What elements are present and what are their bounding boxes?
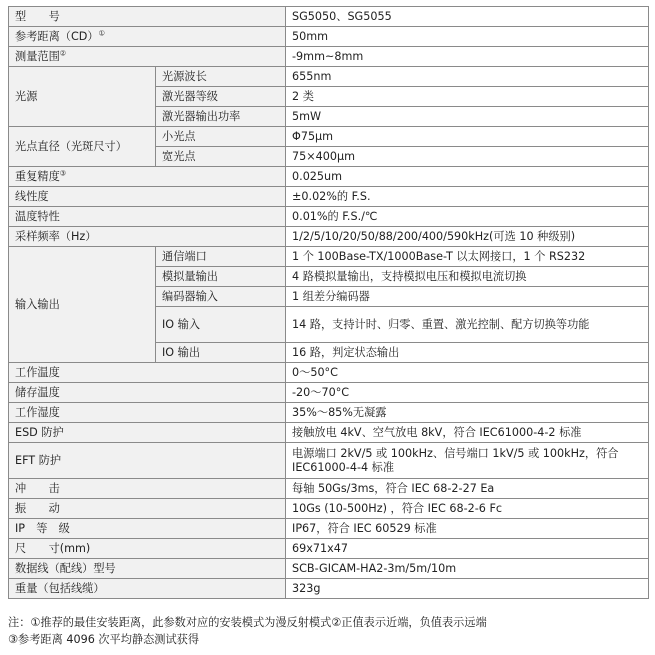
row-value-model: SG5050、SG5055 [286,7,649,27]
row-label-cable: 数据线（配线）型号 [9,559,286,579]
row-label-linearity: 线性度 [9,187,286,207]
sub-label: 编码器输入 [156,287,286,307]
sub-label: IO 输出 [156,343,286,363]
row-value-repeat: 0.025um [286,167,649,187]
row-value-shock: 每轴 50Gs/3ms，符合 IEC 68-2-27 Ea [286,479,649,499]
row-value-vibration: 10Gs (10-500Hz) ，符合 IEC 68-2-6 Fc [286,499,649,519]
sub-value: 2 类 [286,87,649,107]
table-row [9,423,649,443]
row-value-weight: 323g [286,579,649,599]
table-row [9,479,649,499]
row-label-work-temp: 工作温度 [9,363,286,383]
row-value-temp-char: 0.01%的 F.S./℃ [286,207,649,227]
table-row [9,7,649,27]
sub-label: 光源波长 [156,67,286,87]
sub-label: 通信端口 [156,247,286,267]
table-row [9,579,649,599]
label-text: 测量范围 [15,49,60,63]
label-text: 重复精度 [15,169,60,183]
sub-value: 1 个 100Base-TX/1000Base-T 以太网接口，1 个 RS232 [286,247,649,267]
footnotes [8,614,648,648]
row-value-linearity: ±0.02%的 F.S. [286,187,649,207]
row-label-shock: 冲 击 [9,479,286,499]
table-row [9,67,649,87]
row-label-store-temp: 储存温度 [9,383,286,403]
row-label-sampling: 采样频率（Hz） [9,227,286,247]
table-row [9,559,649,579]
table-row [9,383,649,403]
spec-table [8,6,649,599]
table-row [9,127,649,147]
table-row [9,443,649,479]
footnote-mark: ② [59,48,67,57]
footnote-line-2: ③参考距离 4096 次平均静态测试获得 [8,633,200,646]
row-label-cd [9,27,286,47]
sub-value: Φ75μm [286,127,649,147]
row-label-range [9,47,286,67]
sub-value: 4 路模拟量输出，支持模拟电压和模拟电流切换 [286,267,649,287]
sub-label: 宽光点 [156,147,286,167]
sub-value: 5mW [286,107,649,127]
row-value-sampling: 1/2/5/10/20/50/88/200/400/590kHz(可选 10 种级别) [286,227,649,247]
row-value-humidity: 35%～85%无凝露 [286,403,649,423]
row-value-range: -9mm~8mm [286,47,649,67]
row-label-esd: ESD 防护 [9,423,286,443]
footnote-mark: ① [98,28,105,37]
row-label-model: 型 号 [9,7,286,27]
row-value-eft: 电源端口 2kV/5 或 100kHz、信号端口 1kV/5 或 100kHz，符合 IEC61000-4-4 标准 [286,443,649,479]
row-label-size: 尺 寸(mm) [9,539,286,559]
label-text: 参考距离（CD） [15,29,99,43]
footnote-mark: ③ [59,168,67,177]
sub-value: 75×400μm [286,147,649,167]
table-row [9,403,649,423]
table-row [9,207,649,227]
footnote-line-1: 注：①推荐的最佳安装距离，此参数对应的安装模式为漫反射模式②正值表示近端，负值表示远端 [8,616,487,629]
row-label-eft: EFT 防护 [9,443,286,479]
sub-label: 激光器等级 [156,87,286,107]
table-row [9,519,649,539]
row-value-esd: 接触放电 4kV、空气放电 8kV，符合 IEC61000-4-2 标准 [286,423,649,443]
row-label-humidity: 工作湿度 [9,403,286,423]
row-value-ip: IP67，符合 IEC 60529 标准 [286,519,649,539]
table-row [9,167,649,187]
row-label-repeat [9,167,286,187]
table-row [9,247,649,267]
sub-value: 1 组差分编码器 [286,287,649,307]
row-label-io: 输入输出 [9,247,156,363]
table-row [9,27,649,47]
table-row [9,499,649,519]
table-row [9,227,649,247]
row-value-cable: SCB-GICAM-HA2-3m/5m/10m [286,559,649,579]
sub-value: 14 路，支持计时、归零、重置、激光控制、配方切换等功能 [286,307,649,343]
sub-value: 655nm [286,67,649,87]
sub-label: 激光器输出功率 [156,107,286,127]
sub-label: 模拟量输出 [156,267,286,287]
table-row [9,363,649,383]
table-row [9,187,649,207]
sub-value: 16 路，判定状态输出 [286,343,649,363]
sub-label: IO 输入 [156,307,286,343]
row-label-temp-char: 温度特性 [9,207,286,227]
sub-label: 小光点 [156,127,286,147]
row-label-ip: IP 等 级 [9,519,286,539]
table-row [9,47,649,67]
row-label-vibration: 振 动 [9,499,286,519]
row-value-work-temp: 0～50°C [286,363,649,383]
table-row [9,539,649,559]
row-value-size: 69x71x47 [286,539,649,559]
row-label-spot: 光点直径（光斑尺寸） [9,127,156,167]
row-label-weight: 重量（包括线缆） [9,579,286,599]
row-value-store-temp: -20～70°C [286,383,649,403]
row-label-light: 光源 [9,67,156,127]
row-value-cd: 50mm [286,27,649,47]
